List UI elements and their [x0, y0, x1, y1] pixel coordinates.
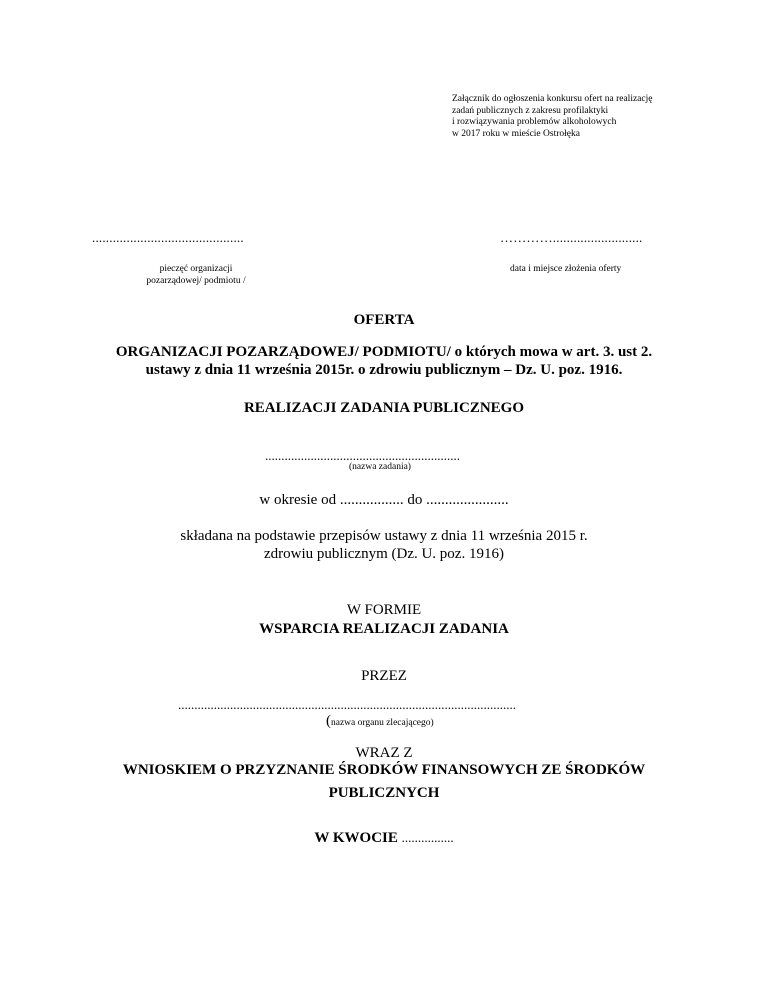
stamp-label-line: pieczęć organizacji	[159, 264, 233, 274]
organ-label	[326, 712, 434, 730]
organ-dotted-line: ........................................................................................................	[178, 697, 516, 712]
stamp-label-line: pozarządowej/ podmiotu /	[146, 275, 246, 286]
stamp-label	[136, 264, 256, 287]
attachment-line: Załącznik do ogłoszenia konkursu ofert na realizację	[452, 94, 653, 104]
attachment-note	[452, 94, 652, 140]
task-name-dotted-line: ............................................................	[265, 448, 460, 463]
date-place-dotted-line: …………..........................	[500, 230, 643, 245]
attachment-line: i rozwiązywania problemów alkoholowych	[452, 117, 617, 127]
attachment-line: w 2017 roku w mieście Ostrołęka	[452, 128, 580, 139]
offer-title: OFERTA	[353, 312, 415, 328]
amount-dotted-line: ................	[401, 830, 454, 845]
offer-subtitle-line2: ustawy z dnia 11 września 2015r. o zdrowiu publicznym – Dz. U. poz. 1916.	[145, 362, 623, 378]
form-label: W FORMIE	[346, 602, 422, 618]
stamp-dotted-line: ............................................	[92, 230, 244, 245]
task-period: w okresie od ................. do ......................	[259, 492, 509, 508]
organ-label-text: nazwa organu zlecającego)	[331, 718, 434, 728]
form-value: WSPARCIA REALIZACJI ZADANIA	[259, 621, 509, 637]
task-name-label: (nazwa zadania)	[349, 462, 411, 472]
amount-row	[0, 830, 768, 847]
attachment-line: zadań publicznych z zakresu profilaktyki	[452, 105, 609, 116]
amount-label: W KWOCIE	[314, 830, 398, 846]
date-place-label: data i miejsce złożenia oferty	[510, 264, 622, 274]
organ-label-paren: (	[326, 713, 331, 729]
request-line2: WNIOSKIEM O PRZYZNANIE ŚRODKÓW FINANSOWYCH ZE ŚRODKÓW	[122, 762, 646, 778]
offer-subtitle-line1: ORGANIZACJI POZARZĄDOWEJ/ PODMIOTU/ o których mowa w art. 3. ust 2.	[115, 344, 653, 360]
by-label: PRZEZ	[361, 668, 407, 684]
request-line3: PUBLICZNYCH	[328, 785, 440, 801]
legal-basis-line1: składana na podstawie przepisów ustawy z dnia 11 września 2015 r.	[180, 528, 588, 544]
realization-heading: REALIZACJI ZADANIA PUBLICZNEGO	[243, 400, 525, 416]
legal-basis-line2: zdrowiu publicznym (Dz. U. poz. 1916)	[264, 546, 504, 562]
with-label: WRAZ Z	[355, 745, 413, 761]
